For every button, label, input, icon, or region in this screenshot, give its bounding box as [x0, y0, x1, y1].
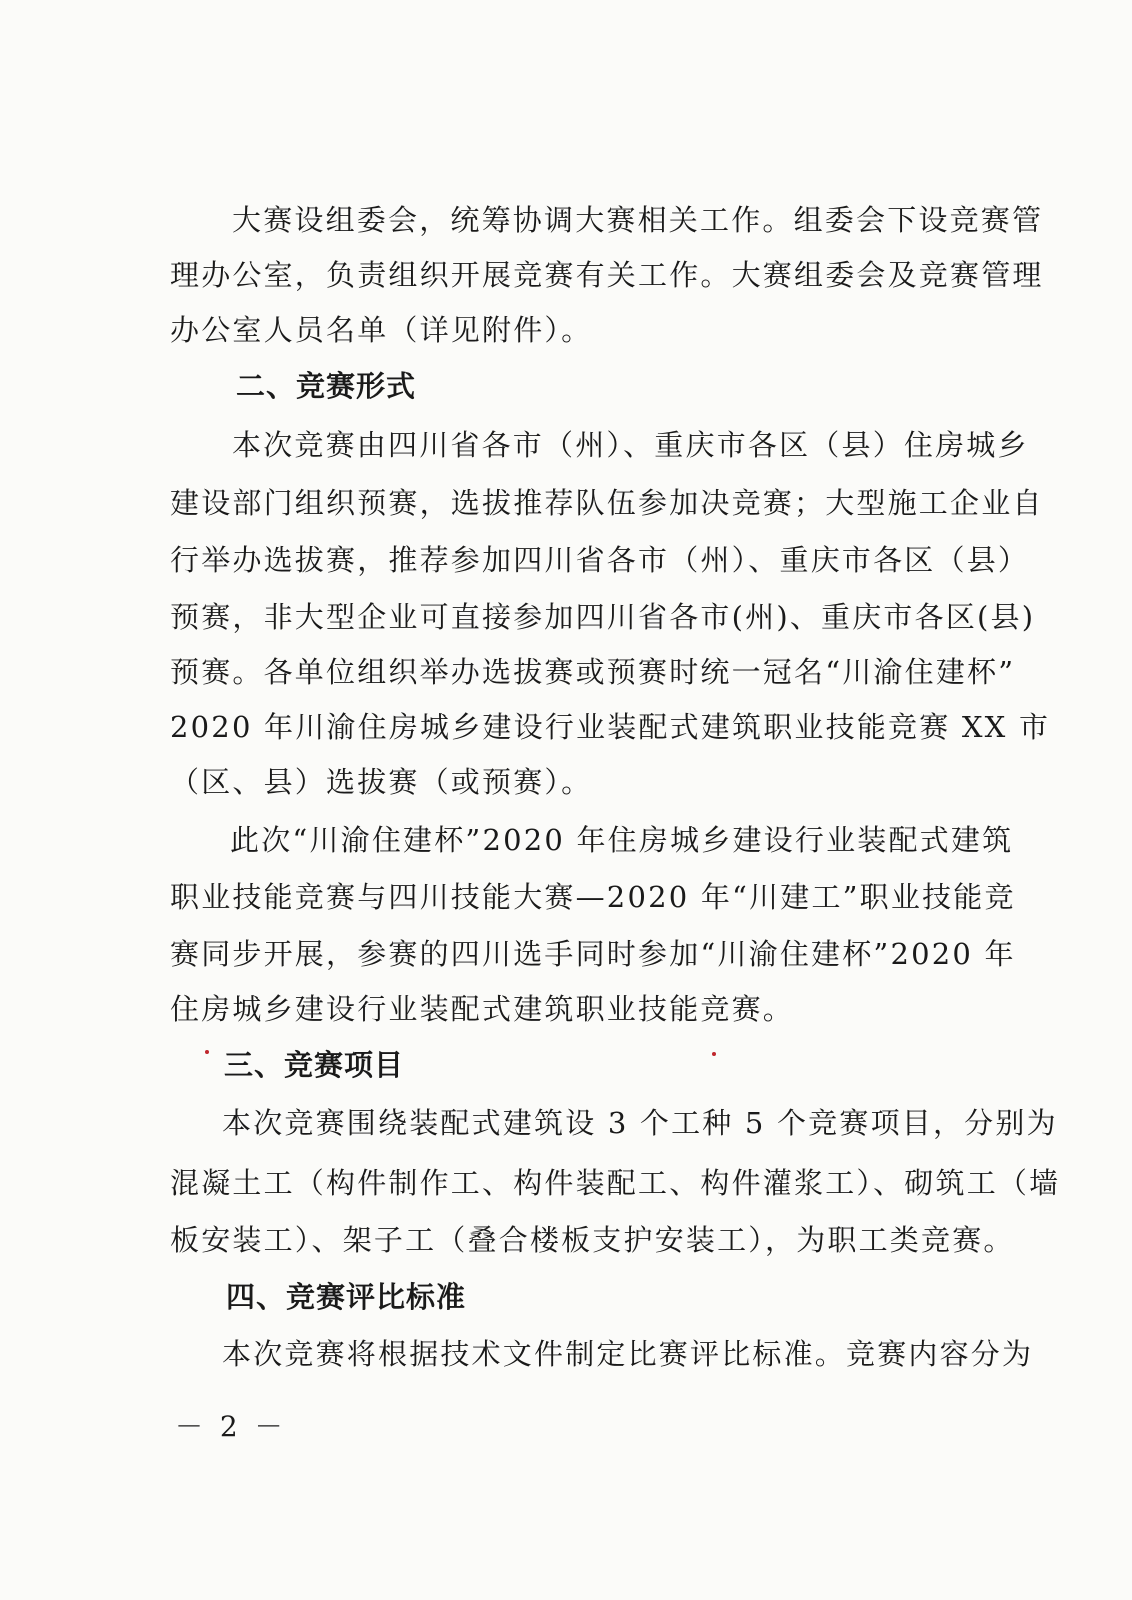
page-number: － 2 －	[175, 1410, 287, 1443]
paragraph-line: 预赛。各单位组织举办选拔赛或预赛时统一冠名“川渝住建杯”	[170, 655, 1016, 689]
stamp-speck	[712, 1052, 716, 1056]
section-heading-4: 四、竞赛评比标准	[226, 1280, 467, 1314]
paragraph-line: 大赛设组委会，统筹协调大赛相关工作。组委会下设竞赛管	[232, 203, 1044, 237]
paragraph-line: 2020 年川渝住房城乡建设行业装配式建筑职业技能竞赛 XX 市	[170, 710, 1051, 744]
paragraph-line: 混凝土工（构件制作工、构件装配工、构件灌浆工）、砌筑工（墙	[170, 1166, 1061, 1200]
paragraph-line: 本次竞赛围绕装配式建筑设 3 个工种 5 个竞赛项目，分别为	[222, 1106, 1058, 1140]
paragraph-line: 板安装工）、架子工（叠合楼板支护安装工），为职工类竞赛。	[170, 1223, 1015, 1257]
section-heading-2: 二、竞赛形式	[236, 369, 417, 403]
section-heading-3: 三、竞赛项目	[224, 1048, 405, 1082]
paragraph-line: 办公室人员名单（详见附件）。	[170, 313, 593, 347]
paragraph-line: 建设部门组织预赛，选拔推荐队伍参加决竞赛；大型施工企业自	[170, 486, 1044, 520]
paragraph-line: （区、县）选拔赛（或预赛）。	[170, 765, 593, 799]
paragraph-line: 本次竞赛由四川省各市（州）、重庆市各区（县）住房城乡	[232, 428, 1029, 462]
paragraph-line: 行举办选拔赛，推荐参加四川省各市（州）、重庆市各区（县）	[170, 543, 1030, 577]
paragraph-line: 职业技能竞赛与四川技能大赛—2020 年“川建工”职业技能竞	[170, 880, 1016, 914]
paragraph-line: 预赛，非大型企业可直接参加四川省各市(州)、重庆市各区(县)	[170, 600, 1036, 634]
paragraph-line: 本次竞赛将根据技术文件制定比赛评比标准。竞赛内容分为	[222, 1337, 1034, 1371]
paragraph-line: 住房城乡建设行业装配式建筑职业技能竞赛。	[170, 992, 795, 1026]
paragraph-line: 理办公室，负责组织开展竞赛有关工作。大赛组委会及竞赛管理	[170, 258, 1044, 292]
stamp-speck	[205, 1050, 209, 1054]
paragraph-line: 此次“川渝住建杯”2020 年住房城乡建设行业装配式建筑	[230, 823, 1014, 857]
paragraph-line: 赛同步开展，参赛的四川选手同时参加“川渝住建杯”2020 年	[170, 937, 1016, 971]
